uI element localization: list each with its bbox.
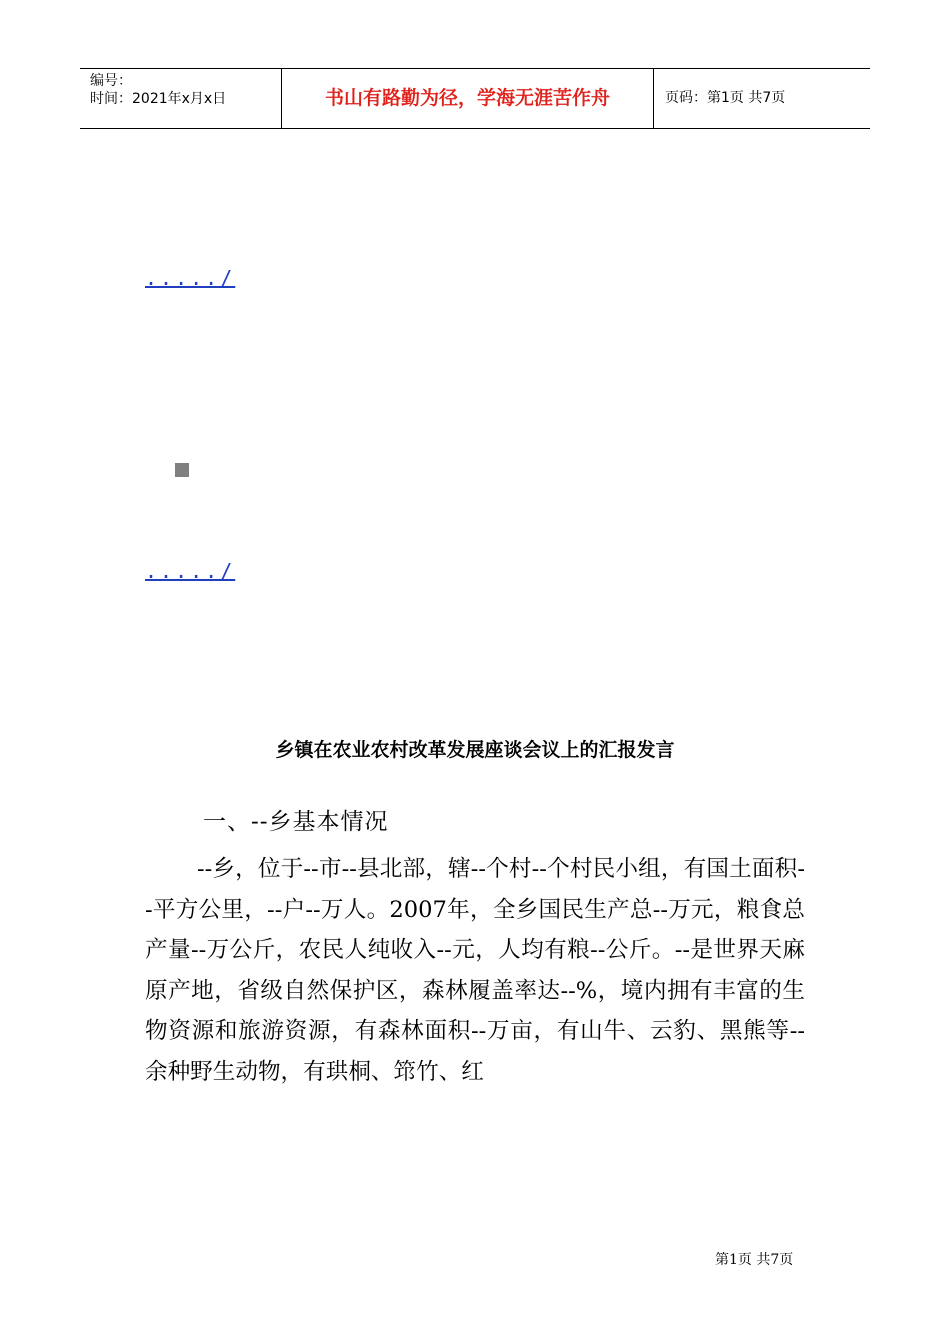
footer-page-number: 第1页 共7页 bbox=[715, 1252, 794, 1268]
document-number-label: 编号： bbox=[90, 73, 132, 89]
page-header bbox=[80, 68, 870, 129]
document-date-label: 时间：2021年x月x日 bbox=[90, 91, 227, 107]
section-heading-1: 一、--乡基本情况 bbox=[203, 809, 389, 835]
header-meta-cell bbox=[80, 69, 282, 128]
header-page-number: 页码：第1页 共7页 bbox=[665, 90, 786, 106]
dotted-link-1[interactable]: ...../ bbox=[145, 266, 236, 290]
dotted-link-2[interactable]: ...../ bbox=[145, 559, 236, 583]
header-motto: 书山有路勤为径，学海无涯苦作舟 bbox=[282, 69, 654, 128]
body-paragraph-1: --乡，位于--市--县北部，辖--个村--个村民小组，有国土面积--平方公里，--户--万人。2007年，全乡国民生产总--万元，粮食总产量--万公斤，农民人纯收入--元，人均有粮--公斤。--是世界天麻原产地，省级自然保护区，森林履盖率达--%，境内拥有丰富的生物资源和旅游资源，有森林面积--万亩，有山牛、云豹、黑熊等--余种野生动物，有珙桐、筇竹、红 bbox=[145, 856, 805, 1085]
document-title: 乡镇在农业农村改革发展座谈会议上的汇报发言 bbox=[275, 739, 675, 761]
square-bullet-icon bbox=[175, 463, 189, 477]
